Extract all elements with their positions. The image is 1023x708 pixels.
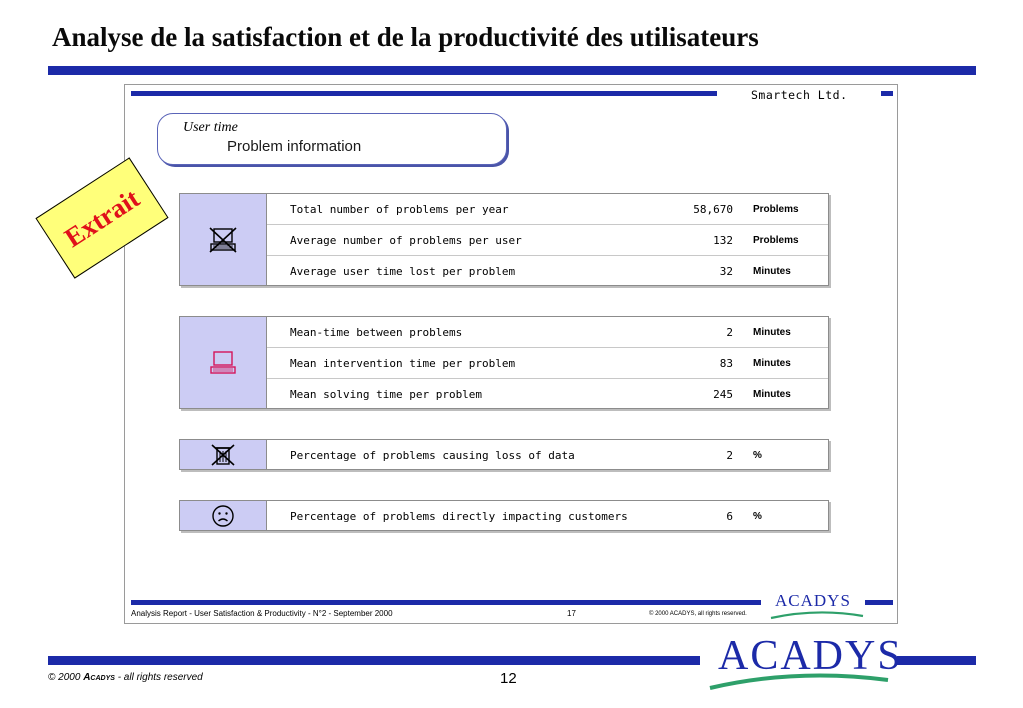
acadys-logo-swoosh (706, 670, 892, 692)
report-frame (124, 84, 898, 624)
frame-header-rule (131, 91, 717, 96)
metric-unit: Minutes (753, 389, 791, 400)
slide-page-number: 12 (500, 670, 517, 687)
computer-icon (208, 350, 238, 376)
acadys-logo: ACADYS (718, 633, 903, 679)
metric-label: Mean intervention time per problem (290, 356, 516, 370)
slide-title: Analyse de la satisfaction et de la productivité des utilisateurs (52, 22, 759, 52)
table-row (267, 348, 828, 379)
metric-label: Percentage of problems causing loss of data (290, 449, 575, 462)
metric-value: 2 (726, 449, 733, 462)
report-footer-rule (131, 600, 761, 605)
metric-unit: % (753, 511, 762, 522)
group-icon-cell (180, 317, 267, 408)
metric-unit: Minutes (753, 357, 791, 369)
metric-unit: Minutes (753, 326, 791, 338)
group-icon-cell (180, 194, 267, 285)
metric-value: 132 (713, 233, 733, 247)
frame-header-rule-end (881, 91, 893, 96)
table-row (267, 501, 828, 532)
metric-label: Total number of problems per year (290, 202, 509, 216)
crossed-computer-icon (208, 227, 238, 253)
metric-unit: Problems (753, 203, 799, 215)
metric-value: 32 (719, 265, 733, 278)
metric-value: 6 (726, 510, 733, 523)
metric-unit: Minutes (753, 266, 791, 277)
metric-label: Mean solving time per problem (290, 388, 483, 401)
section-subtitle: Problem information (227, 138, 362, 155)
slide-footer-rule (48, 656, 700, 665)
copyright-brand: Acadys (83, 672, 115, 683)
table-row (267, 317, 828, 348)
metric-label: Percentage of problems directly impacting customers (290, 510, 628, 523)
metric-value: 245 (713, 388, 733, 401)
metric-value: 83 (719, 356, 733, 370)
metric-value: 2 (726, 325, 733, 339)
customer-impact-group (179, 500, 829, 531)
slide-footer-rule-end (897, 656, 976, 665)
metric-value: 58,670 (693, 202, 733, 216)
copyright-prefix: © 2000 (48, 672, 81, 683)
title-rule (48, 66, 976, 75)
table-row (267, 225, 828, 256)
data-loss-group (179, 439, 829, 470)
report-page-number: 17 (567, 609, 576, 618)
section-title: User time (183, 120, 238, 135)
metric-unit: Problems (753, 234, 799, 246)
metric-label: Average user time lost per problem (290, 265, 516, 278)
group-icon-cell (180, 440, 267, 469)
section-heading-box (157, 113, 507, 165)
copyright-suffix: - all rights reserved (114, 672, 203, 683)
stamp-text: Extrait (58, 182, 145, 253)
company-name: Smartech Ltd. (751, 88, 848, 102)
crossed-trash-icon (208, 444, 238, 466)
table-row (267, 379, 828, 410)
report-footer-rule-end (865, 600, 893, 605)
problem-timing-group (179, 316, 829, 409)
problem-volume-group (179, 193, 829, 286)
report-copyright: © 2000 ACADYS, all rights reserved. (649, 611, 747, 617)
metric-label: Mean-time between problems (290, 325, 463, 339)
table-row (267, 256, 828, 287)
report-footer-caption: Analysis Report - User Satisfaction & Productivity - N°2 - September 2000 (131, 609, 393, 618)
table-row (267, 194, 828, 225)
report-logo-swoosh (769, 610, 865, 620)
report-logo: ACADYS (775, 591, 851, 610)
metric-unit: % (753, 450, 762, 461)
table-row (267, 440, 828, 471)
sad-face-icon (211, 504, 235, 528)
group-icon-cell (180, 501, 267, 530)
metric-label: Average number of problems per user (290, 233, 522, 247)
slide-copyright (48, 672, 203, 683)
